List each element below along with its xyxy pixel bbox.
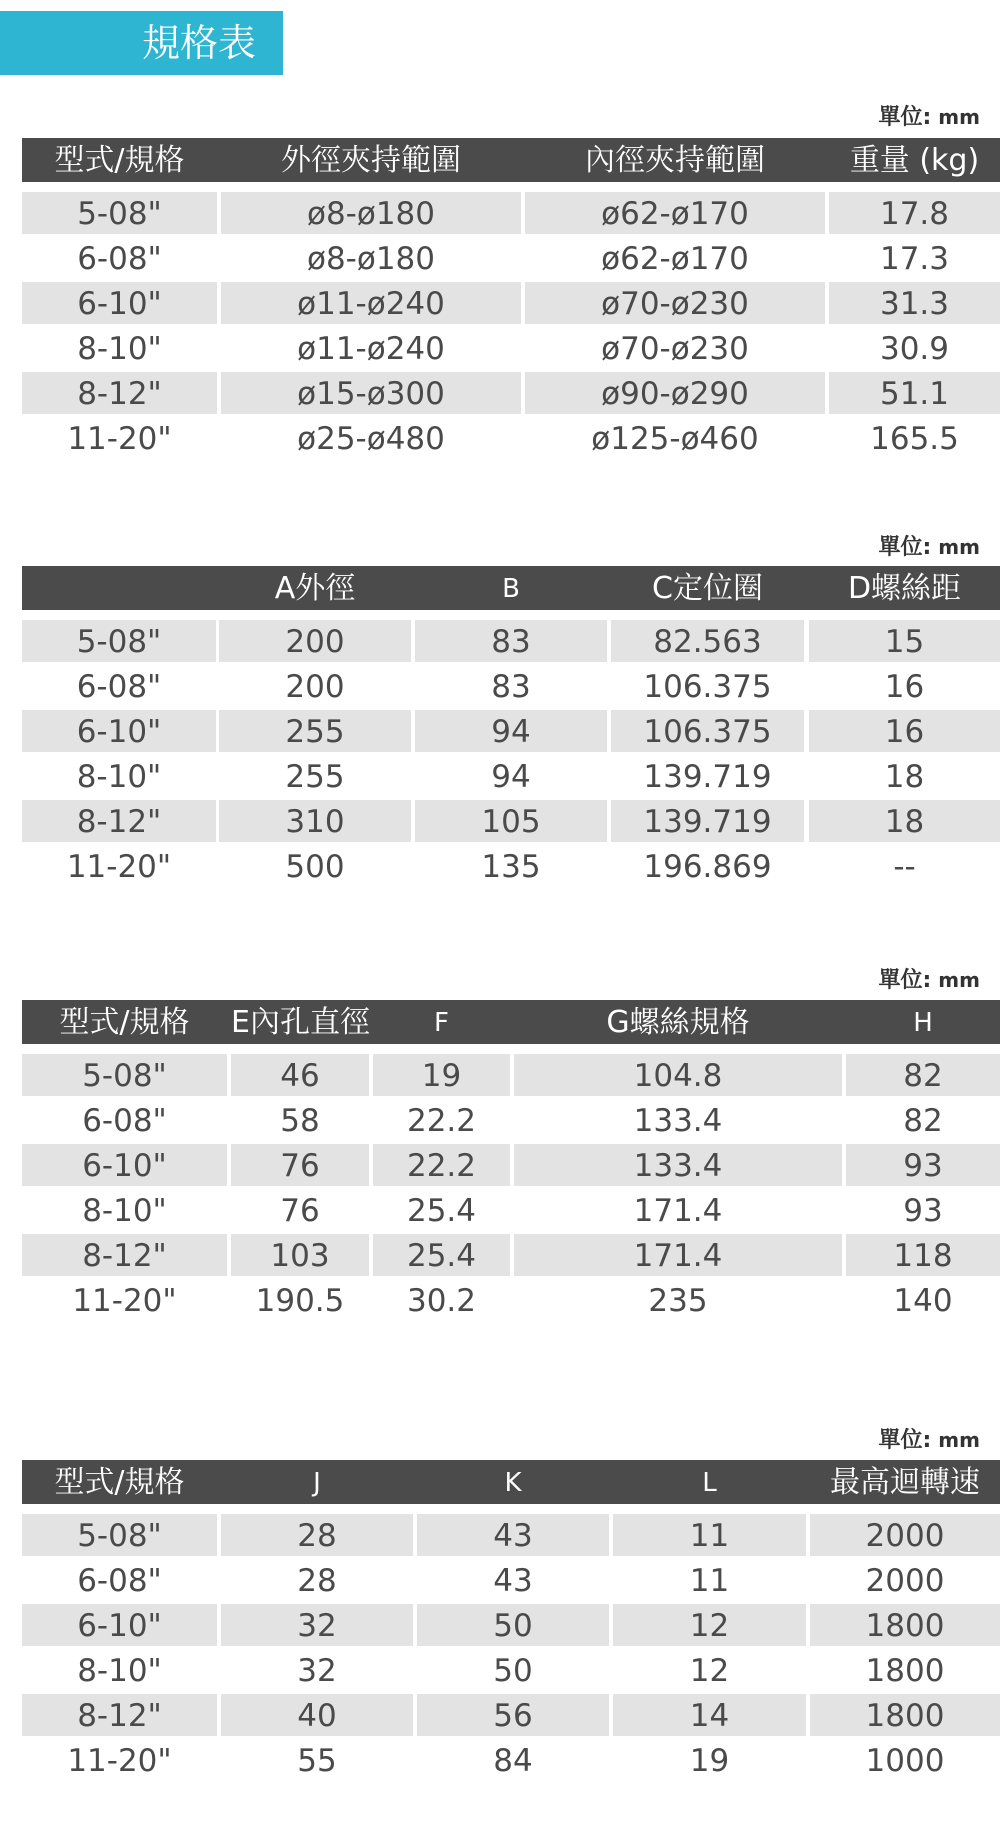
value-cell: 28: [221, 1514, 413, 1556]
unit-label: [780, 530, 980, 561]
value-cell: 50: [493, 1653, 533, 1689]
value-cell: 58: [280, 1103, 320, 1139]
model-cell: 8-12": [22, 1234, 227, 1276]
value-cell: 106.375: [643, 669, 772, 705]
table-header: [22, 138, 1000, 182]
model-cell: 11-20": [66, 849, 172, 885]
model-cell: 11-20": [67, 1743, 172, 1779]
value-cell: 15: [809, 620, 1000, 662]
value-cell: ø11-ø240: [297, 331, 445, 367]
value-cell: 82.563: [611, 620, 804, 662]
table-header: [22, 1000, 1000, 1044]
header-cell: B: [502, 574, 520, 604]
value-cell: 255: [285, 759, 345, 795]
value-cell: 83: [415, 620, 607, 662]
value-cell: 500: [285, 849, 345, 885]
unit-label-text: 單位:: [878, 968, 932, 993]
table-row: [22, 1739, 1000, 1784]
header-cell: 外徑夾持範圍: [281, 143, 461, 178]
table-row: [22, 1234, 1000, 1279]
table-row: [22, 845, 1000, 890]
value-cell: 17.8: [829, 192, 1000, 234]
value-cell: 51.1: [829, 372, 1000, 414]
spec-table-3: [22, 1000, 1000, 1324]
value-cell: 139.719: [611, 800, 804, 842]
page-title: 規格表: [0, 11, 283, 75]
model-cell: 8-10": [82, 1193, 167, 1229]
header-cell: [22, 566, 216, 610]
header-cell: 內徑夾持範圍: [585, 143, 765, 178]
unit-value: mm: [931, 968, 980, 992]
value-cell: 94: [491, 759, 531, 795]
spec-table-4: [22, 1460, 1000, 1784]
value-cell: ø70-ø230: [525, 282, 825, 324]
value-cell: 17.3: [879, 241, 950, 277]
model-cell: 5-08": [22, 1514, 217, 1556]
table-row: [22, 755, 1000, 800]
value-cell: 43: [417, 1514, 609, 1556]
header-cell: 重量 (kg): [849, 143, 980, 178]
unit-label-text: 單位:: [878, 1428, 932, 1453]
model-cell: 8-10": [77, 331, 162, 367]
table-row: [22, 417, 1000, 462]
unit-label: [780, 1423, 980, 1454]
value-cell: 22.2: [373, 1144, 510, 1186]
value-cell: 11: [613, 1514, 806, 1556]
value-cell: ø15-ø300: [221, 372, 521, 414]
value-cell: 31.3: [829, 282, 1000, 324]
value-cell: 19: [373, 1054, 510, 1096]
header-cell: G螺絲規格: [606, 1005, 750, 1040]
value-cell: 76: [280, 1193, 320, 1229]
table-row: [22, 282, 1000, 327]
header-cell: D螺絲距: [847, 571, 962, 606]
value-cell: 14: [613, 1694, 806, 1736]
value-cell: 255: [219, 710, 411, 752]
value-cell: 18: [809, 800, 1000, 842]
model-cell: 6-10": [22, 1144, 227, 1186]
header-cell: 型式/規格: [59, 1005, 190, 1040]
value-cell: 200: [219, 620, 411, 662]
table-row: [22, 1604, 1000, 1649]
value-cell: 1800: [810, 1694, 1000, 1736]
value-cell: 19: [689, 1743, 730, 1779]
value-cell: 1000: [865, 1743, 945, 1779]
value-cell: 84: [493, 1743, 533, 1779]
value-cell: 2000: [810, 1514, 1000, 1556]
model-cell: 6-10": [22, 710, 216, 752]
header-cell: E內孔直徑: [231, 1005, 370, 1040]
value-cell: 133.4: [633, 1103, 723, 1139]
value-cell: 55: [297, 1743, 337, 1779]
model-cell: 8-10": [77, 1653, 162, 1689]
value-cell: 93: [903, 1193, 943, 1229]
table-row: [22, 620, 1000, 665]
model-cell: 8-12": [22, 1694, 217, 1736]
model-cell: 8-12": [22, 372, 217, 414]
value-cell: 25.4: [406, 1193, 477, 1229]
unit-value: mm: [931, 535, 980, 559]
spec-table-2: [22, 566, 1000, 890]
table-row: [22, 327, 1000, 372]
value-cell: ø8-ø180: [221, 192, 521, 234]
value-cell: 30.2: [406, 1283, 477, 1319]
value-cell: 1800: [810, 1604, 1000, 1646]
value-cell: 40: [221, 1694, 413, 1736]
table-row: [22, 1054, 1000, 1099]
table-row: [22, 1144, 1000, 1189]
value-cell: ø25-ø480: [297, 421, 445, 457]
value-cell: 94: [415, 710, 607, 752]
header-cell: A外徑: [274, 571, 356, 606]
unit-value: mm: [931, 105, 980, 129]
value-cell: 171.4: [514, 1234, 842, 1276]
header-cell: J: [313, 1468, 321, 1498]
table-row: [22, 1099, 1000, 1144]
unit-label-text: 單位:: [878, 535, 932, 560]
value-cell: 43: [493, 1563, 533, 1599]
model-cell: 6-10": [22, 282, 217, 324]
value-cell: 165.5: [870, 421, 959, 457]
table-row: [22, 1694, 1000, 1739]
value-cell: 235: [648, 1283, 708, 1319]
model-cell: 6-08": [82, 1103, 167, 1139]
value-cell: 32: [221, 1604, 413, 1646]
value-cell: 30.9: [879, 331, 950, 367]
value-cell: 12: [613, 1604, 806, 1646]
value-cell: 83: [491, 669, 531, 705]
value-cell: 11: [689, 1563, 730, 1599]
header-cell: L: [702, 1468, 717, 1498]
value-cell: ø11-ø240: [221, 282, 521, 324]
value-cell: 25.4: [373, 1234, 510, 1276]
value-cell: 46: [231, 1054, 369, 1096]
value-cell: 12: [689, 1653, 730, 1689]
unit-label-text: 單位:: [878, 105, 932, 130]
table-row: [22, 1649, 1000, 1694]
value-cell: ø8-ø180: [306, 241, 435, 277]
model-cell: 6-08": [77, 1563, 162, 1599]
value-cell: 76: [231, 1144, 369, 1186]
value-cell: 105: [415, 800, 607, 842]
model-cell: 11-20": [72, 1283, 177, 1319]
header-cell: 型式/規格: [54, 143, 185, 178]
header-cell: F: [434, 1008, 449, 1038]
model-cell: 8-10": [76, 759, 162, 795]
value-cell: 32: [297, 1653, 337, 1689]
value-cell: ø90-ø290: [525, 372, 825, 414]
table-row: [22, 665, 1000, 710]
table-row: [22, 800, 1000, 845]
value-cell: 196.869: [643, 849, 772, 885]
value-cell: 139.719: [643, 759, 772, 795]
model-cell: 6-10": [22, 1604, 217, 1646]
value-cell: 133.4: [514, 1144, 842, 1186]
value-cell: 135: [481, 849, 541, 885]
value-cell: 16: [809, 710, 1000, 752]
value-cell: 106.375: [611, 710, 804, 752]
value-cell: --: [893, 849, 916, 885]
value-cell: 118: [846, 1234, 1000, 1276]
model-cell: 11-20": [67, 421, 172, 457]
value-cell: 82: [903, 1103, 943, 1139]
model-cell: 5-08": [22, 1054, 227, 1096]
value-cell: 140: [893, 1283, 953, 1319]
unit-label: [780, 100, 980, 131]
table-row: [22, 710, 1000, 755]
value-cell: ø62-ø170: [601, 241, 749, 277]
value-cell: 56: [417, 1694, 609, 1736]
model-cell: 5-08": [22, 620, 216, 662]
table-row: [22, 1189, 1000, 1234]
model-cell: 6-08": [76, 669, 162, 705]
value-cell: 50: [417, 1604, 609, 1646]
table-row: [22, 372, 1000, 417]
model-cell: 5-08": [22, 192, 217, 234]
value-cell: 190.5: [255, 1283, 345, 1319]
value-cell: 2000: [865, 1563, 945, 1599]
unit-label: [780, 963, 980, 994]
value-cell: 22.2: [406, 1103, 477, 1139]
header-cell: H: [913, 1008, 933, 1038]
value-cell: 104.8: [514, 1054, 842, 1096]
header-cell: 型式/規格: [54, 1465, 185, 1500]
header-cell: 最高迴轉速: [830, 1465, 980, 1500]
value-cell: 103: [231, 1234, 369, 1276]
model-cell: 6-08": [77, 241, 162, 277]
value-cell: 93: [846, 1144, 1000, 1186]
value-cell: 310: [219, 800, 411, 842]
table-row: [22, 1279, 1000, 1324]
table-row: [22, 237, 1000, 282]
value-cell: 18: [884, 759, 925, 795]
value-cell: ø70-ø230: [601, 331, 749, 367]
value-cell: 28: [297, 1563, 337, 1599]
value-cell: 82: [846, 1054, 1000, 1096]
table-row: [22, 1559, 1000, 1604]
table-row: [22, 1514, 1000, 1559]
header-cell: K: [504, 1468, 522, 1498]
unit-value: mm: [931, 1428, 980, 1452]
spec-table-1: [22, 138, 1000, 462]
table-row: [22, 192, 1000, 237]
table-header: [22, 566, 1000, 610]
value-cell: 200: [285, 669, 345, 705]
value-cell: ø62-ø170: [525, 192, 825, 234]
table-header: [22, 1460, 1000, 1504]
header-cell: C定位圈: [652, 571, 763, 606]
value-cell: 16: [884, 669, 925, 705]
value-cell: 171.4: [633, 1193, 723, 1229]
model-cell: 8-12": [22, 800, 216, 842]
value-cell: 1800: [865, 1653, 945, 1689]
value-cell: ø125-ø460: [591, 421, 759, 457]
